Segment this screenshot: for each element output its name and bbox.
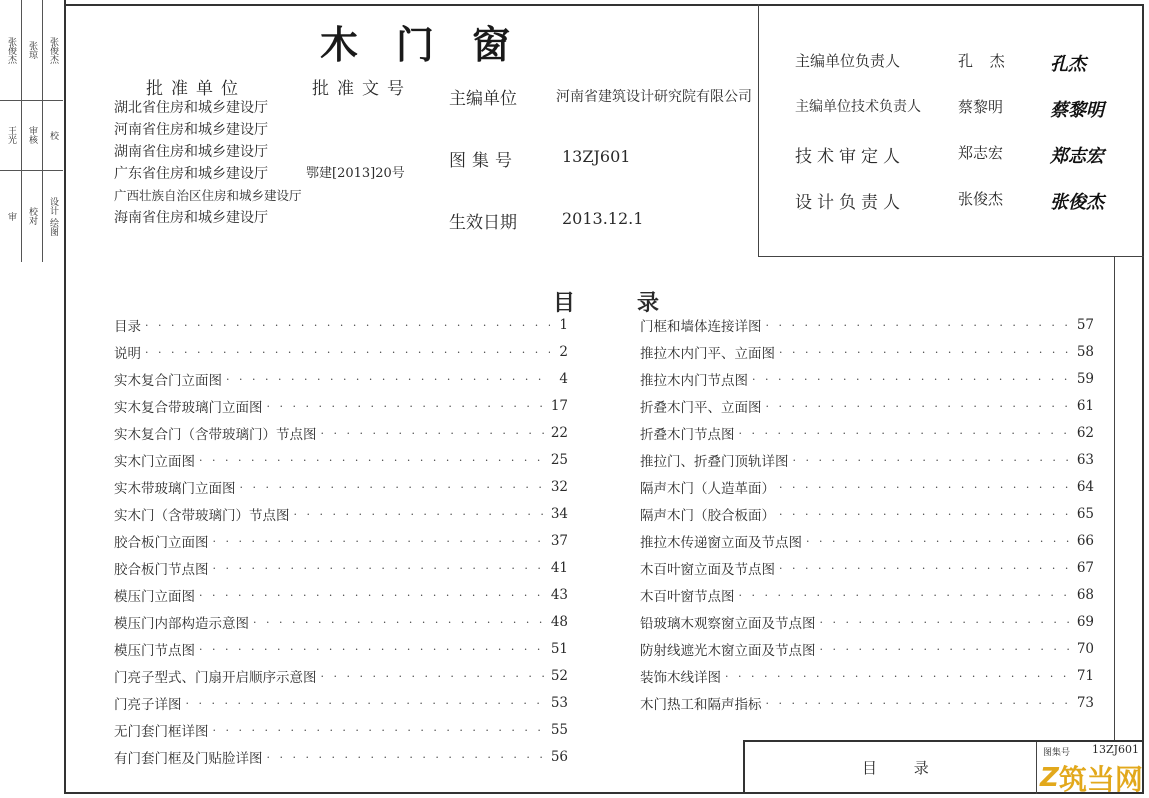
responsible-role: 主编单位负责人 [795,52,901,70]
toc-row[interactable] [640,527,1094,555]
toc-row[interactable] [114,338,568,366]
header-divider [758,4,759,256]
toc-row[interactable] [640,311,1094,339]
watermark-logo [1040,758,1143,798]
toc-leader-dots [806,535,1073,548]
toc-entry-page: 37 [550,533,568,549]
toc-leader-dots [240,481,547,494]
toc-entry-title: 木百叶窗节点图 [640,589,735,605]
toc-entry-title: 推拉木内门节点图 [640,373,748,389]
footer-atlas-label: 图集号 [1043,748,1071,758]
page-title: 木门窗 [320,22,549,67]
toc-row[interactable] [114,473,568,501]
atlas-number-value: 13ZJ601 [562,147,631,166]
stamp-column-3 [42,0,63,262]
toc-entry-page: 64 [1076,479,1094,495]
toc-entry-page: 57 [1076,317,1094,333]
toc-leader-dots [213,562,547,575]
toc-entry-title: 木百叶窗立面及节点图 [640,562,775,578]
toc-leader-dots [752,373,1073,386]
toc-entry-title: 模压门立面图 [114,589,195,605]
toc-leader-dots [321,670,547,683]
toc-entry-title: 门亮子详图 [114,697,182,713]
toc-leader-dots [199,454,547,467]
toc-row[interactable] [114,554,568,582]
toc-leader-dots [820,643,1073,656]
toc-row[interactable] [114,311,568,339]
toc-entry-page: 25 [550,452,568,468]
toc-entry-page: 53 [550,695,568,711]
toc-entry-page: 67 [1076,560,1094,576]
toc-entry-title: 有门套门框及门贴脸详图 [114,751,263,767]
toc-leader-dots [199,589,547,602]
toc-leader-dots [779,346,1073,359]
toc-row[interactable] [114,635,568,663]
stamp-cell: 审 [6,211,16,221]
toc-entry-title: 装饰木线详图 [640,670,721,686]
toc-entry-page: 2 [559,344,568,360]
approval-stamp-strip [0,0,66,262]
stamp-column-1 [0,0,22,262]
toc-leader-dots [739,427,1073,440]
toc-entry-title: 实木复合门（含带玻璃门）节点图 [114,427,317,443]
responsible-signature: 张俊杰 [1050,192,1104,213]
toc-entry-title: 无门套门框详图 [114,724,209,740]
toc-leader-dots [766,319,1073,332]
approval-doc-label: 批准文号 [312,79,412,99]
toc-entry-page: 17 [550,398,568,414]
toc-entry-title: 目录 [114,319,141,335]
toc-entry-page: 48 [550,614,568,630]
toc-row[interactable] [640,635,1094,663]
watermark-mark-icon: Z [1040,763,1059,793]
responsible-role: 技术审定人 [795,147,905,167]
toc-entry-page: 63 [1076,452,1094,468]
toc-entry-title: 胶合板门节点图 [114,562,209,578]
toc-leader-dots [199,643,547,656]
header-bottom-line [758,256,1144,257]
toc-row[interactable] [640,419,1094,447]
approval-unit: 河南省住房和城乡建设厅 [114,122,268,138]
toc-row[interactable] [640,473,1094,501]
toc-row[interactable] [114,446,568,474]
toc-row[interactable] [114,716,568,744]
toc-entry-title: 防射线遮光木窗立面及节点图 [640,643,816,659]
toc-leader-dots [321,427,547,440]
toc-leader-dots [267,751,547,764]
toc-row[interactable] [640,500,1094,528]
stamp-cell: 张俊杰 [42,0,63,101]
atlas-number-label: 图集号 [449,151,518,171]
toc-entry-title: 推拉木传递窗立面及节点图 [640,535,802,551]
toc-entry-page: 43 [550,587,568,603]
responsible-name: 孔 杰 [958,52,1011,70]
toc-row[interactable] [114,743,568,771]
toc-entry-page: 65 [1076,506,1094,522]
toc-heading-right: 录 [637,290,662,316]
responsible-role: 主编单位技术负责人 [795,99,921,115]
toc-row[interactable] [640,554,1094,582]
toc-leader-dots [820,616,1073,629]
toc-leader-dots [213,535,547,548]
toc-row[interactable] [640,662,1094,690]
responsible-name: 蔡黎明 [958,98,1004,116]
toc-entry-title: 隔声木门（胶合板面） [640,508,775,524]
toc-row[interactable] [114,581,568,609]
effective-date-value: 2013.12.1 [562,209,644,228]
stamp-column-2 [21,0,43,262]
toc-entry-title: 模压门节点图 [114,643,195,659]
editor-unit-label: 主编单位 [449,89,517,109]
responsible-signature: 孔杰 [1050,54,1086,75]
toc-entry-title: 门亮子型式、门扇开启顺序示意图 [114,670,317,686]
toc-row[interactable] [640,392,1094,420]
approval-unit: 湖北省住房和城乡建设厅 [114,100,268,116]
toc-row[interactable] [640,689,1094,717]
approval-unit: 广东省住房和城乡建设厅 [114,166,268,182]
toc-leader-dots [793,454,1073,467]
toc-entry-page: 69 [1076,614,1094,630]
footer-sheet-title: 目 录 [862,759,945,777]
toc-entry-page: 62 [1076,425,1094,441]
stamp-cell: 审核 [21,100,42,171]
toc-heading-left: 目 [553,290,578,316]
toc-leader-dots [253,616,547,629]
toc-leader-dots [145,319,550,332]
toc-entry-title: 推拉门、折叠门顶轨详图 [640,454,789,470]
toc-entry-title: 模压门内部构造示意图 [114,616,249,632]
toc-entry-page: 70 [1076,641,1094,657]
stamp-cell: 张俊杰 [0,0,21,101]
toc-entry-title: 实木带玻璃门立面图 [114,481,236,497]
toc-entry-title: 胶合板门立面图 [114,535,209,551]
stamp-cell: 设计 绘图 [48,196,58,236]
stamp-cell: 校对 [27,207,37,225]
toc-leader-dots [226,373,550,386]
watermark-text: 筑当网 [1058,763,1143,796]
toc-leader-dots [779,508,1073,521]
toc-leader-dots [779,562,1073,575]
toc-entry-title: 实木复合门立面图 [114,373,222,389]
approval-unit-label: 批准单位 [146,79,246,99]
toc-entry-page: 68 [1076,587,1094,603]
toc-right-border [1114,256,1115,740]
toc-leader-dots [186,697,547,710]
toc-entry-title: 木门热工和隔声指标 [640,697,762,713]
toc-entry-page: 58 [1076,344,1094,360]
footer-divider [1036,742,1037,794]
toc-row[interactable] [114,392,568,420]
approval-doc-number: 鄂建[2013]20号 [306,166,405,181]
toc-row[interactable] [640,608,1094,636]
toc-row[interactable] [640,365,1094,393]
toc-leader-dots [294,508,547,521]
toc-entry-page: 41 [550,560,568,576]
toc-entry-page: 32 [550,479,568,495]
toc-row[interactable] [640,581,1094,609]
toc-entry-page: 51 [550,641,568,657]
toc-row[interactable] [114,689,568,717]
toc-row[interactable] [114,419,568,447]
approval-unit-list [114,97,304,229]
responsible-signature: 蔡黎明 [1050,100,1104,121]
toc-row[interactable] [114,365,568,393]
toc-entry-title: 实木门（含带玻璃门）节点图 [114,508,290,524]
toc-entry-title: 说明 [114,346,141,362]
toc-leader-dots [739,589,1073,602]
toc-entry-page: 71 [1076,668,1094,684]
toc-entry-title: 门框和墙体连接详图 [640,319,762,335]
effective-date-label: 生效日期 [449,213,517,233]
approval-unit: 广西壮族自治区住房和城乡建设厅 [114,188,302,203]
toc-entry-page: 61 [1076,398,1094,414]
toc-entry-title: 实木门立面图 [114,454,195,470]
toc-entry-page: 59 [1076,371,1094,387]
stamp-cell: 张琼 [21,0,42,101]
toc-row[interactable] [114,527,568,555]
toc-entry-page: 56 [550,749,568,765]
toc-row[interactable] [114,500,568,528]
approval-unit: 海南省住房和城乡建设厅 [114,210,268,226]
toc-leader-dots [213,724,547,737]
footer-atlas-value: 13ZJ601 [1092,743,1140,756]
toc-entry-title: 推拉木内门平、立面图 [640,346,775,362]
toc-entry-title: 折叠木门节点图 [640,427,735,443]
toc-entry-title: 隔声木门（人造革面） [640,481,775,497]
toc-leader-dots [725,670,1073,683]
toc-entry-page: 55 [550,722,568,738]
toc-entry-page: 73 [1076,695,1094,711]
stamp-cell: 王光 [0,100,21,171]
toc-row[interactable] [114,608,568,636]
toc-row[interactable] [640,338,1094,366]
toc-leader-dots [766,697,1073,710]
editor-unit-value: 河南省建筑设计研究院有限公司 [556,89,752,105]
toc-entry-page: 66 [1076,533,1094,549]
toc-entry-page: 52 [550,668,568,684]
toc-entry-page: 4 [559,371,568,387]
responsible-role: 设计负责人 [795,193,905,213]
toc-leader-dots [267,400,547,413]
responsible-name: 郑志宏 [958,144,1004,162]
toc-leader-dots [145,346,550,359]
toc-entry-page: 1 [559,317,568,333]
toc-leader-dots [779,481,1073,494]
toc-entry-title: 折叠木门平、立面图 [640,400,762,416]
approval-unit: 湖南省住房和城乡建设厅 [114,144,268,160]
toc-entry-title: 实木复合带玻璃门立面图 [114,400,263,416]
toc-leader-dots [766,400,1073,413]
responsible-name: 张俊杰 [958,190,1004,208]
toc-entry-page: 34 [550,506,568,522]
responsible-signature: 郑志宏 [1050,146,1104,167]
toc-entry-page: 22 [550,425,568,441]
toc-entry-title: 铅玻璃木观察窗立面及节点图 [640,616,816,632]
toc-row[interactable] [640,446,1094,474]
toc-row[interactable] [114,662,568,690]
stamp-cell: 校 [42,100,63,171]
